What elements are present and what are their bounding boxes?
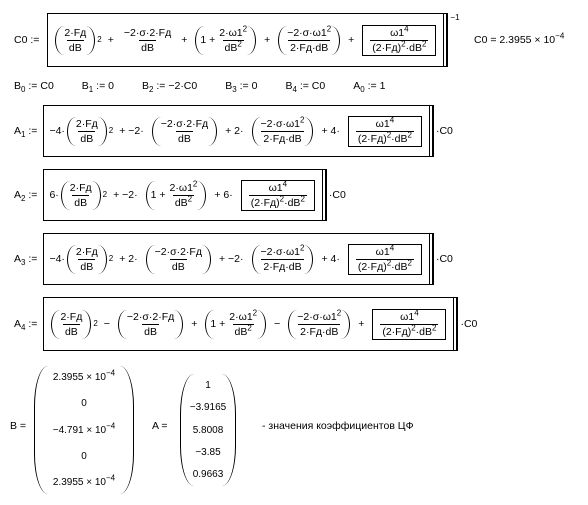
b-vector-item: 0 xyxy=(81,450,87,462)
a-vector-item: −3.85 xyxy=(195,446,221,458)
a-vector-item: 5.8008 xyxy=(192,424,224,436)
a-vector-item: 0.9663 xyxy=(192,469,224,480)
c0-lhs: C0 := xyxy=(14,34,40,46)
b-vector-item: 0 xyxy=(81,398,87,410)
a-vector-item: 1 xyxy=(205,380,211,391)
c0-bracket: $\frac{2\cdot Fд}{dB}$ 2 + $\frac{-2\cdot\sigma\cdot 2\cdot Fд}{dB}$ + 1 + $\frac{2\cdot\omega 1^2}{dB^2}$ + $\frac{-2\cdot\sigma\cdot\omega 1^2}{2\cdot Fд\cdot dB}$ + $\frac{\omega 1^4}{(2\cdot Fд)^2\cdot dB^2}$ xyxy=(47,13,444,67)
b4-def: $B_4$ := C0 xyxy=(285,80,326,95)
b0-def: $B_0$ := C0 xyxy=(14,80,54,95)
b-vector-item: $-4.791 \times 10^{-4}$ xyxy=(52,421,116,436)
a0-def: $A_0$ := 1 xyxy=(353,80,386,95)
b-vector-item: $2.3955 \times 10^{-4}$ xyxy=(52,473,116,488)
b-coefficient-definitions[interactable] xyxy=(14,80,386,95)
coefficients-note: - значения коэффициентов ЦФ xyxy=(262,420,414,432)
c0-result[interactable]: $C0 = 2.3955 \times 10^{-4}$ xyxy=(474,31,565,46)
a3-definition[interactable]: $A_3$ := −4· $\frac{2\cdot Fд}{dB}$ 2 + 2· $\frac{-2\cdot\sigma\cdot 2\cdot Fд}{dB}$ + −2· $\frac{-2\cdot\sigma\cdot\omega 1^2}{2\cdot Fд\cdot dB}$ + 4· $\frac{\omega 1^4}{(2\cdot Fд)^2\cdot dB^2}$ ·C0 xyxy=(14,232,453,286)
a-vector[interactable] xyxy=(180,374,236,486)
a4-definition[interactable]: $A_4$ := $\frac{2\cdot Fд}{dB}$ 2 − $\frac{-2\cdot\sigma\cdot 2\cdot Fд}{dB}$ + 1 + $\frac{2\cdot\omega 1^2}{dB^2}$ − $\frac{-2\cdot\sigma\cdot\omega 1^2}{2\cdot Fд\cdot dB}$ + $\frac{\omega 1^4}{(2\cdot Fд)^2\cdot dB^2}$ ·C0 xyxy=(14,296,477,352)
b1-def: $B_1$ := 0 xyxy=(81,80,114,95)
c0-definition[interactable]: C0 := $\frac{2\cdot Fд}{dB}$ 2 + $\frac{-2\cdot\sigma\cdot 2\cdot Fд}{dB}$ + 1 + $\frac{2\cdot\omega 1^2}{dB^2}$ + $\frac{-2\cdot\sigma\cdot\omega 1^2}{2\cdot Fд\cdot dB}$ + $\frac{\omega 1^4}{(2\cdot Fд)^2\cdot dB^2}$ $^{-1}$ xyxy=(14,12,460,68)
b2-def: $B_2$ := −2·C0 xyxy=(141,80,198,95)
a-vector-item: −3.9165 xyxy=(189,402,227,414)
b-vector-item: $2.3955 \times 10^{-4}$ xyxy=(52,368,116,383)
b3-def: $B_3$ := 0 xyxy=(225,80,258,95)
b-vector[interactable] xyxy=(34,366,134,494)
b-vector-label: B = xyxy=(10,420,27,432)
a-vector-label: A = xyxy=(152,420,168,432)
a1-definition[interactable]: $A_1$ := −4· $\frac{2\cdot Fд}{dB}$ 2 + −2· $\frac{-2\cdot\sigma\cdot 2\cdot Fд}{dB}$ + 2· $\frac{-2\cdot\sigma\cdot\omega 1^2}{2\cdot Fд\cdot dB}$ + 4· $\frac{\omega 1^4}{(2\cdot Fд)^2\cdot dB^2}$ ·C0 xyxy=(14,104,453,158)
a2-definition[interactable]: $A_2$ := 6· $\frac{2\cdot Fд}{dB}$ 2 + −2· 1 + $\frac{2\cdot\omega 1^2}{dB^2}$ + 6· $\frac{\omega 1^4}{(2\cdot Fд)^2\cdot dB^2}$ ·C0 xyxy=(14,168,346,222)
